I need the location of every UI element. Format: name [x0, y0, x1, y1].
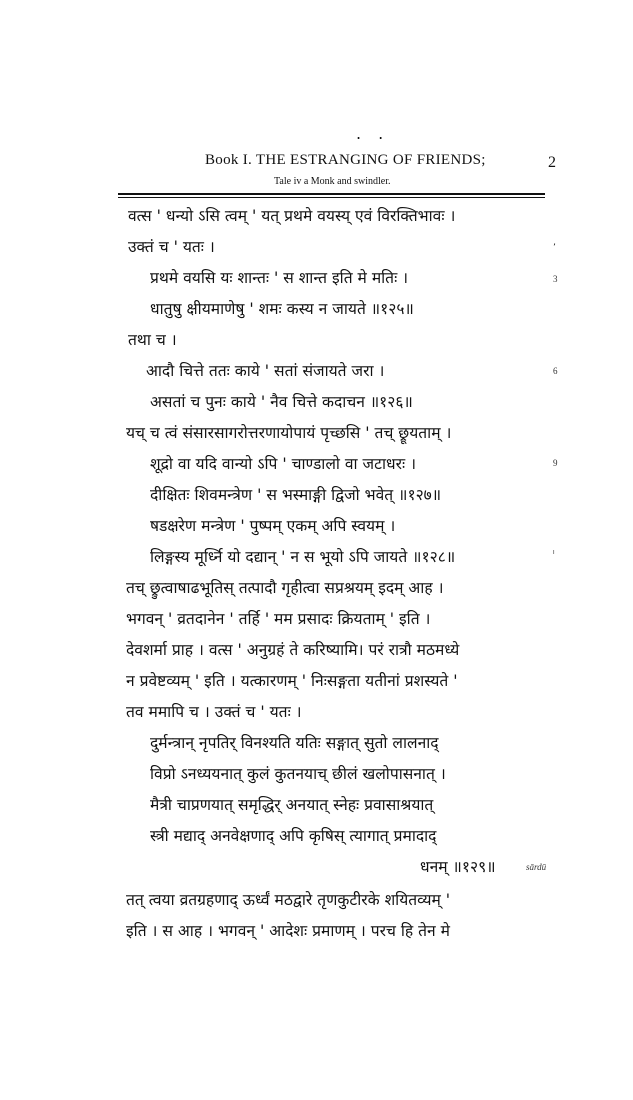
text-line: उक्तं च ' यतः । — [128, 238, 215, 256]
margin-mark: ˡ — [553, 550, 555, 560]
text-line: यच् च त्वं संसारसागरोत्तरणायोपायं पृच्छसि ' तच् छ्रूयताम् । — [126, 424, 452, 442]
margin-line-number: 3 — [553, 274, 558, 284]
text-line: तच् छ्रुत्वाषाढभूतिस् तत्पादौ गृहीत्वा सप्रश्रयम् इदम् आह । — [126, 579, 444, 597]
text-line: तथा च । — [128, 331, 177, 349]
text-line: तव ममापि च । उक्तं च ' यतः । — [126, 703, 302, 721]
text-line: भगवन् ' व्रतदानेन ' तर्हि ' मम प्रसादः क्रियताम् ' इति । — [126, 610, 431, 628]
verse-line: शूद्रो वा यदि वान्यो ऽपि ' चाण्डालो वा जटाधरः । — [150, 455, 417, 473]
verse-line: दुर्मन्त्रान् नृपतिर् विनश्यति यतिः सङ्गात् सुतो लालनाद् — [150, 734, 439, 752]
margin-line-number: 6 — [553, 366, 558, 376]
verse-line: आदौ चित्ते ततः काये ' सतां संजायते जरा । — [146, 362, 385, 380]
verse-line: असतां च पुनः काये ' नैव चित्ते कदाचन ॥१२६॥ — [150, 393, 413, 411]
header-rule — [118, 193, 545, 195]
verse-line: प्रथमे वयसि यः शान्तः ' स शान्त इति मे मतिः । — [150, 269, 409, 287]
top-dots: . . — [356, 124, 390, 143]
verse-line: स्त्री मद्याद् अनवेक्षणाद् अपि कृषिस् त्यागात् प्रमादाद् — [150, 827, 437, 845]
verse-line: धनम् ॥१२९॥ — [420, 858, 496, 876]
verse-line: दीक्षितः शिवमन्त्रेण ' स भस्माङ्गी द्विजो भवेत् ॥१२७॥ — [150, 486, 442, 504]
verse-line: मैत्री चाप्रणयात् समृद्धिर् अनयात् स्नेहः प्रवासाश्रयात् — [150, 796, 434, 814]
margin-mark: ʼ — [553, 243, 556, 253]
verse-line: विप्रो ऽनध्ययनात् कुलं कुतनयाच् छीलं खलोपासनात् । — [150, 765, 446, 783]
text-line: तत् त्वया व्रतग्रहणाद् ऊर्ध्वं मठद्वारे तृणकुटीरके शयितव्यम् ' — [126, 891, 451, 909]
text-line: वत्स ' धन्यो ऽसि त्वम् ' यत् प्रथमे वयस्य् एवं विरक्तिभावः । — [128, 207, 456, 225]
running-head: Book I. THE ESTRANGING OF FRIENDS; — [205, 152, 486, 168]
page-number: 2 — [548, 154, 556, 171]
verse-line: षडक्षरेण मन्त्रेण ' पुष्पम् एकम् अपि स्वयम् । — [150, 517, 396, 535]
text-line: देवशर्मा प्राह । वत्स ' अनुग्रहं ते करिष्यामि। परं रात्रौ मठमध्ये — [126, 641, 460, 659]
metre-note: sārdū — [526, 862, 547, 872]
tale-subhead: Tale iv a Monk and swindler. — [274, 176, 391, 187]
text-line: इति । स आह । भगवन् ' आदेशः प्रमाणम् । परच हि तेन मे — [126, 922, 450, 940]
verse-line: लिङ्गस्य मूर्ध्नि यो दद्यान् ' न स भूयो ऽपि जायते ॥१२८॥ — [150, 548, 456, 566]
verse-line: धातुषु क्षीयमाणेषु ' शमः कस्य न जायते ॥१२५॥ — [150, 300, 414, 318]
text-line: न प्रवेष्टव्यम् ' इति । यत्कारणम् ' निःसङ्गता यतीनां प्रशस्यते ' — [126, 672, 458, 690]
margin-line-number: 9 — [553, 458, 558, 468]
